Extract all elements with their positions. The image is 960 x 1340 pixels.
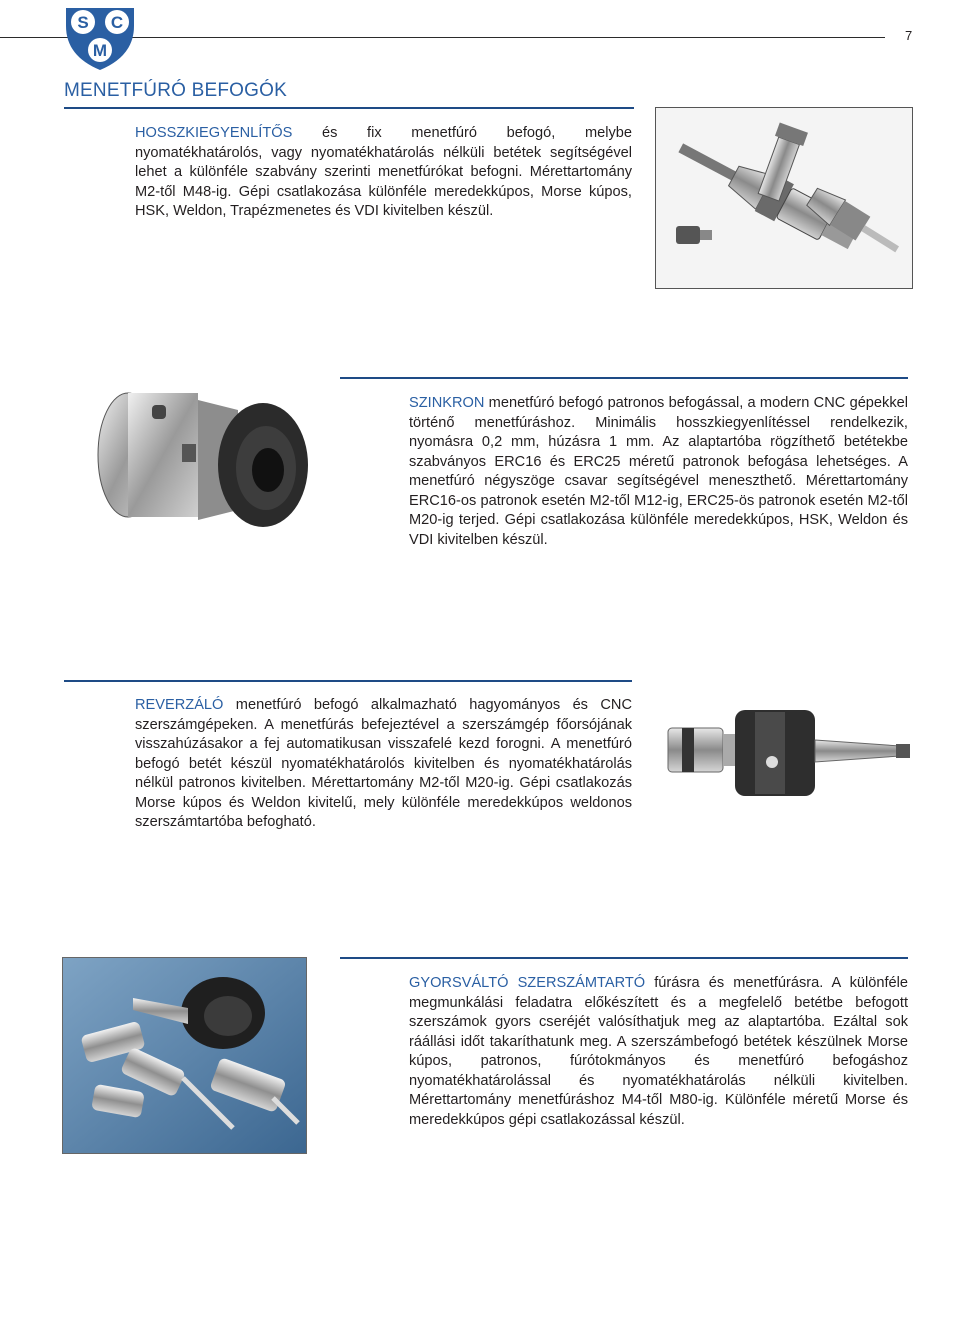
block-rule-gyorsvalto bbox=[340, 957, 908, 959]
block-rule-szinkron bbox=[340, 377, 908, 379]
paragraph-szinkron bbox=[409, 394, 908, 550]
section-title-rule bbox=[64, 107, 634, 109]
paragraph-text: és fix menetfúró befogó, melybe nyomatékhatárolós, vagy nyomatékhatárolás nélküli betétek segítségével lehet a különféle szabvány szerinti menetfúrókat befogni. Mérettartomány M2-től M48-ig. Gépi csatlakozása különféle meredekkúpos, Morse kúpos, HSK, Weldon, Trapézmenetes és VDI kivitelben készül. bbox=[135, 125, 632, 219]
paragraph-highlight: SZINKRON bbox=[409, 395, 485, 411]
scm-logo bbox=[62, 4, 138, 72]
product-photo-szinkron bbox=[88, 380, 313, 545]
block-rule-reverzalo bbox=[64, 680, 632, 682]
logo-letter-m: M bbox=[92, 41, 108, 60]
paragraph-highlight: GYORSVÁLTÓ SZERSZÁMTARTÓ bbox=[409, 975, 646, 991]
product-photo-gyorsvalto bbox=[62, 957, 307, 1154]
logo-letter-c: C bbox=[110, 13, 124, 32]
page-number: 7 bbox=[905, 28, 913, 43]
paragraph-highlight: REVERZÁLÓ bbox=[135, 697, 224, 713]
paragraph-reverzalo bbox=[135, 696, 632, 833]
logo-letter-s: S bbox=[77, 13, 89, 32]
paragraph-gyorsvalto bbox=[409, 974, 908, 1130]
paragraph-text: menetfúró befogó patronos befogással, a modern CNC gépekkel történő menetfúráshoz. Minimális hosszkiegyenlítéssel rendelkezik, nyomásra 0,2 mm, húzásra 1 mm. Az alaptartóba rögzíthető betétekbe szabványos ERC16 és ERC25 méretű patronok befogása lehetséges. A menetfúró négyszöge csavar segítségével meneszthető. Mérettartomány ERC16-os patronok esetén M2-től M12-ig, ERC25-ös patronok esetén M2-től M20-ig terjed. Gépi csatlakozása különféle meredekkúpos, HSK, Weldon és VDI kivitelben készül. bbox=[409, 395, 908, 548]
product-photo-reverzalo bbox=[660, 700, 915, 818]
section-title: MENETFÚRÓ BEFOGÓK bbox=[64, 80, 287, 101]
paragraph-hosszkiegyenlitos bbox=[135, 124, 632, 222]
paragraph-highlight: HOSSZKIEGYENLÍTŐS bbox=[135, 125, 293, 141]
product-photo-hosszkiegyenlitos bbox=[655, 107, 913, 289]
paragraph-text: menetfúró befogó alkalmazható hagyományos és CNC szerszámgépeken. A menetfúrás befejeztével a szerszámgép főorsójának visszahúzásakor a fej automatikusan visszafelé kezd forogni. A menetfúró befogó betét készül nyomatékhatárolós kivitelben és nyomatékhatárolás nélkül patronos kivitelben. Mérettartomány M2-től M20-ig. Gépi csatlakozás Morse kúpos és Weldon kivitelű, mely különféle meredekkúpos weldonos szerszámtartóba befogható. bbox=[135, 697, 632, 830]
paragraph-text: fúrásra és menetfúrásra. A különféle megmunkálási feladatra előkészített és a megfelelő betétbe befogott szerszámok gyors cseréjét valósíthatjuk meg az alaptartóba. Ezáltal sok ráállási időt takaríthatunk meg. A szerszámbefogó betétek készülnek Morse kúpos, patronos, fúrótokmányos és menetfúró befogáshoz nyomatékhatárolással és nyomatékhatárolás nélküli kivitelben. Mérettartomány menetfúráshoz M4-től M80-ig. Különféle méretű Morse és meredekkúpos gépi csatlakozással készül. bbox=[409, 975, 908, 1128]
